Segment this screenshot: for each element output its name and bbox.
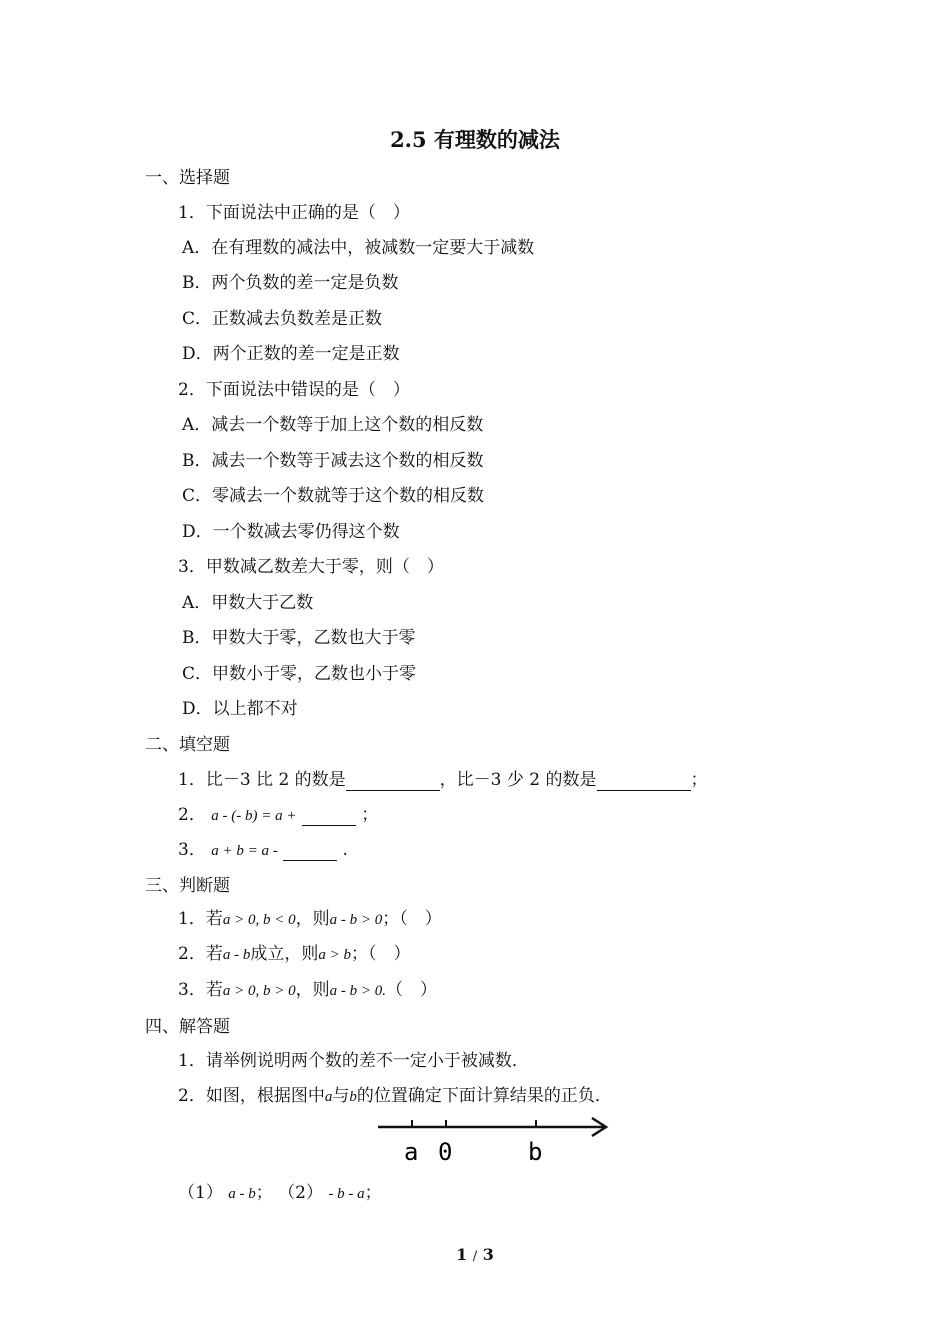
math-expression: a > 0, b > 0 — [222, 983, 296, 999]
fill-text: ； — [690, 770, 708, 790]
page-number — [0, 1245, 950, 1264]
solve-question-2 — [178, 1081, 612, 1106]
mc-option: B．甲数大于零，乙数也大于零 — [182, 628, 416, 648]
mc-option: A．在有理数的减法中，被减数一定要大于减数 — [182, 238, 535, 258]
judge-question-1 — [178, 904, 442, 929]
label-b: b — [528, 1138, 543, 1166]
page-separator: / — [472, 1249, 478, 1264]
math-expression: a > 0, b < 0 — [222, 912, 296, 928]
section-heading-choice: 一、选择题 — [145, 168, 230, 188]
solve-text: 的位置确定下面计算结果的正负． — [356, 1086, 612, 1106]
subquestion-text: ； — [255, 1183, 273, 1203]
section-heading-judge: 三、判断题 — [145, 876, 230, 896]
mc-option: B．减去一个数等于减去这个数的相反数 — [182, 451, 484, 471]
judge-text: ，则 — [295, 909, 330, 929]
page-total: 3 — [482, 1245, 494, 1264]
page-title: 2.5 有理数的减法 — [390, 127, 560, 152]
subquestion-number: （2） — [278, 1183, 323, 1203]
mc-option: D．以上都不对 — [182, 699, 298, 719]
judge-text: （ ） — [385, 980, 437, 1000]
mc-question-2: 2．下面说法中错误的是（ ） — [178, 380, 410, 400]
answer-blank[interactable] — [283, 840, 337, 861]
question-number: 2．若 — [178, 944, 223, 964]
solve-text: 2．如图，根据图中 — [178, 1086, 325, 1106]
page-current: 1 — [456, 1245, 468, 1264]
subquestion-text: ； — [364, 1183, 382, 1203]
fill-text: ，比－3 少 2 的数是 — [439, 770, 597, 790]
fill-text: ； — [361, 805, 379, 825]
mc-option: D．两个正数的差一定是正数 — [182, 344, 400, 364]
fill-text: . — [342, 840, 348, 860]
mc-option: B．两个负数的差一定是负数 — [182, 273, 399, 293]
mc-option: A．甲数大于乙数 — [182, 593, 314, 613]
math-variable: a — [324, 1089, 333, 1105]
mc-option: C．甲数小于零，乙数也小于零 — [182, 664, 417, 684]
math-expression: - b - a — [328, 1186, 365, 1202]
question-number: 1．若 — [178, 909, 223, 929]
mc-option: D．一个数减去零仍得这个数 — [182, 522, 400, 542]
question-number: 3．若 — [178, 980, 223, 1000]
solve-text: 与 — [332, 1086, 350, 1106]
math-expression: a - (- b) = a + — [211, 808, 297, 824]
mc-option: A．减去一个数等于加上这个数的相反数 — [182, 415, 484, 435]
solve-subquestions — [178, 1178, 382, 1203]
answer-blank[interactable] — [302, 805, 356, 826]
mc-question-3: 3．甲数减乙数差大于零，则（ ） — [178, 557, 444, 577]
fill-question-1 — [178, 765, 708, 791]
label-zero: 0 — [438, 1138, 453, 1166]
judge-text: ；（ ） — [350, 944, 411, 964]
mc-option: C．正数减去负数差是正数 — [182, 309, 383, 329]
math-variable: b — [349, 1089, 357, 1105]
answer-blank[interactable] — [597, 770, 691, 791]
fill-question-3 — [178, 835, 348, 861]
question-number: 2． — [178, 805, 206, 825]
judge-text: 成立，则 — [250, 944, 319, 964]
math-expression: a + b = a - — [211, 843, 278, 859]
answer-blank[interactable] — [346, 770, 440, 791]
fill-question-2 — [178, 800, 378, 826]
math-expression: a - b > 0. — [329, 983, 386, 999]
judge-text: ；（ ） — [382, 909, 442, 929]
mc-option: C．零减去一个数就等于这个数的相反数 — [182, 486, 485, 506]
math-expression: a - b — [228, 1186, 256, 1202]
question-number: 3． — [178, 840, 206, 860]
solve-question-1: 1．请举例说明两个数的差不一定小于被减数． — [178, 1051, 529, 1071]
judge-question-3 — [178, 975, 437, 1000]
fill-text: 1．比－3 比 2 的数是 — [178, 770, 346, 790]
section-heading-solve: 四、解答题 — [145, 1017, 230, 1037]
judge-text: ，则 — [295, 980, 330, 1000]
judge-question-2 — [178, 939, 410, 964]
label-a: a — [404, 1138, 419, 1166]
number-line-figure — [376, 1112, 616, 1170]
subquestion-number: （1） — [178, 1183, 223, 1203]
section-heading-fill: 二、填空题 — [145, 735, 230, 755]
math-expression: a - b — [222, 947, 251, 963]
mc-question-1: 1．下面说法中正确的是（ ） — [178, 203, 410, 223]
math-expression: a - b > 0 — [329, 912, 383, 928]
math-expression: a > b — [318, 947, 351, 963]
